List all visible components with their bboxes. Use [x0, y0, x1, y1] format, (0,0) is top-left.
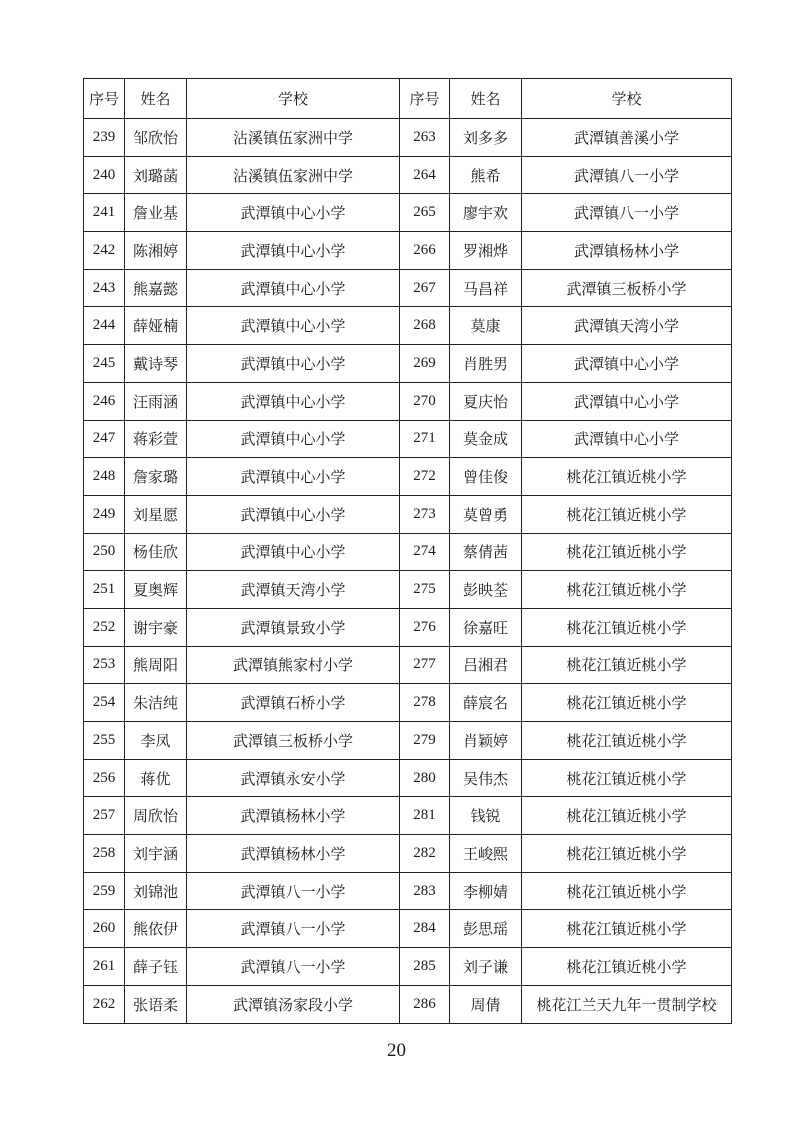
- cell-seq-left: 253: [84, 646, 125, 684]
- table-row: [84, 458, 732, 496]
- table-row: [84, 835, 732, 873]
- cell-school-right: 武潭镇中心小学: [522, 420, 732, 458]
- cell-seq-left: 243: [84, 269, 125, 307]
- cell-seq-right: 280: [400, 759, 450, 797]
- cell-seq-left: 251: [84, 571, 125, 609]
- cell-name-right: 夏庆怡: [450, 382, 522, 420]
- header-seq-left: 序号: [84, 79, 125, 119]
- table-row: [84, 872, 732, 910]
- cell-seq-left: 261: [84, 948, 125, 986]
- cell-seq-left: 250: [84, 533, 125, 571]
- cell-name-right: 徐嘉旺: [450, 608, 522, 646]
- cell-school-left: 武潭镇石桥小学: [187, 684, 400, 722]
- cell-name-left: 刘宇涵: [125, 835, 187, 873]
- cell-seq-right: 276: [400, 608, 450, 646]
- cell-name-left: 熊嘉懿: [125, 269, 187, 307]
- cell-school-right: 桃花江镇近桃小学: [522, 797, 732, 835]
- cell-name-left: 戴诗琴: [125, 345, 187, 383]
- cell-school-right: 桃花江镇近桃小学: [522, 458, 732, 496]
- cell-school-left: 武潭镇杨林小学: [187, 835, 400, 873]
- cell-name-right: 肖颖婷: [450, 722, 522, 760]
- cell-name-right: 莫康: [450, 307, 522, 345]
- cell-school-right: 桃花江镇近桃小学: [522, 646, 732, 684]
- cell-seq-right: 264: [400, 156, 450, 194]
- cell-name-left: 刘锦池: [125, 872, 187, 910]
- cell-name-right: 吕湘君: [450, 646, 522, 684]
- header-row: [84, 79, 732, 119]
- table-row: [84, 948, 732, 986]
- cell-seq-left: 247: [84, 420, 125, 458]
- cell-school-right: 桃花江镇近桃小学: [522, 684, 732, 722]
- cell-name-left: 詹家璐: [125, 458, 187, 496]
- cell-seq-left: 242: [84, 232, 125, 270]
- table-row: [84, 797, 732, 835]
- table-row: [84, 156, 732, 194]
- cell-name-right: 廖宇欢: [450, 194, 522, 232]
- cell-school-right: 武潭镇三板桥小学: [522, 269, 732, 307]
- cell-school-left: 武潭镇景致小学: [187, 608, 400, 646]
- cell-name-left: 薛娅楠: [125, 307, 187, 345]
- cell-name-left: 李凤: [125, 722, 187, 760]
- cell-name-left: 朱洁纯: [125, 684, 187, 722]
- cell-name-right: 钱锐: [450, 797, 522, 835]
- cell-school-right: 桃花江镇近桃小学: [522, 495, 732, 533]
- cell-school-right: 武潭镇善溪小学: [522, 119, 732, 157]
- cell-name-right: 周倩: [450, 985, 522, 1023]
- cell-school-left: 武潭镇中心小学: [187, 382, 400, 420]
- cell-school-left: 武潭镇永安小学: [187, 759, 400, 797]
- header-name-left: 姓名: [125, 79, 187, 119]
- table-row: [84, 722, 732, 760]
- table-row: [84, 232, 732, 270]
- cell-school-left: 沾溪镇伍家洲中学: [187, 119, 400, 157]
- cell-seq-left: 240: [84, 156, 125, 194]
- table-row: [84, 608, 732, 646]
- cell-school-left: 武潭镇中心小学: [187, 420, 400, 458]
- cell-school-right: 武潭镇八一小学: [522, 194, 732, 232]
- cell-seq-right: 274: [400, 533, 450, 571]
- header-school-right: 学校: [522, 79, 732, 119]
- table-row: [84, 533, 732, 571]
- cell-seq-right: 263: [400, 119, 450, 157]
- cell-school-left: 武潭镇中心小学: [187, 345, 400, 383]
- header-name-right: 姓名: [450, 79, 522, 119]
- cell-seq-right: 275: [400, 571, 450, 609]
- cell-seq-right: 277: [400, 646, 450, 684]
- table-row: [84, 345, 732, 383]
- cell-seq-right: 265: [400, 194, 450, 232]
- cell-name-left: 谢宇豪: [125, 608, 187, 646]
- cell-seq-left: 256: [84, 759, 125, 797]
- cell-name-right: 莫曾勇: [450, 495, 522, 533]
- cell-seq-right: 273: [400, 495, 450, 533]
- table-row: [84, 194, 732, 232]
- cell-name-right: 李柳婧: [450, 872, 522, 910]
- cell-seq-left: 260: [84, 910, 125, 948]
- cell-seq-left: 248: [84, 458, 125, 496]
- cell-seq-right: 272: [400, 458, 450, 496]
- table-row: [84, 495, 732, 533]
- cell-school-left: 武潭镇中心小学: [187, 194, 400, 232]
- cell-school-left: 武潭镇八一小学: [187, 872, 400, 910]
- cell-name-left: 邹欣怡: [125, 119, 187, 157]
- cell-school-right: 武潭镇天湾小学: [522, 307, 732, 345]
- cell-seq-left: 259: [84, 872, 125, 910]
- cell-name-left: 熊依伊: [125, 910, 187, 948]
- cell-school-right: 武潭镇中心小学: [522, 345, 732, 383]
- cell-seq-left: 258: [84, 835, 125, 873]
- cell-school-left: 武潭镇天湾小学: [187, 571, 400, 609]
- table-row: [84, 119, 732, 157]
- table-header: [84, 79, 732, 119]
- cell-name-right: 王峻熙: [450, 835, 522, 873]
- cell-school-left: 武潭镇中心小学: [187, 533, 400, 571]
- cell-school-left: 武潭镇中心小学: [187, 458, 400, 496]
- cell-seq-right: 268: [400, 307, 450, 345]
- cell-seq-right: 282: [400, 835, 450, 873]
- table-row: [84, 382, 732, 420]
- cell-name-left: 周欣怡: [125, 797, 187, 835]
- cell-name-left: 汪雨涵: [125, 382, 187, 420]
- cell-school-right: 桃花江镇近桃小学: [522, 910, 732, 948]
- cell-name-left: 刘璐菡: [125, 156, 187, 194]
- header-school-left: 学校: [187, 79, 400, 119]
- cell-seq-left: 249: [84, 495, 125, 533]
- cell-seq-left: 252: [84, 608, 125, 646]
- table-body: [84, 119, 732, 1024]
- cell-seq-right: 266: [400, 232, 450, 270]
- cell-seq-left: 246: [84, 382, 125, 420]
- cell-name-right: 马昌祥: [450, 269, 522, 307]
- cell-name-right: 刘多多: [450, 119, 522, 157]
- cell-seq-left: 241: [84, 194, 125, 232]
- table-row: [84, 307, 732, 345]
- cell-name-left: 熊周阳: [125, 646, 187, 684]
- header-seq-right: 序号: [400, 79, 450, 119]
- cell-seq-left: 255: [84, 722, 125, 760]
- cell-seq-left: 245: [84, 345, 125, 383]
- cell-name-right: 薛宸名: [450, 684, 522, 722]
- table-row: [84, 759, 732, 797]
- cell-name-right: 彭思瑶: [450, 910, 522, 948]
- cell-name-right: 莫金成: [450, 420, 522, 458]
- cell-school-left: 沾溪镇伍家洲中学: [187, 156, 400, 194]
- roster-table: [83, 78, 732, 1024]
- cell-school-right: 武潭镇八一小学: [522, 156, 732, 194]
- cell-seq-right: 271: [400, 420, 450, 458]
- cell-name-right: 熊希: [450, 156, 522, 194]
- cell-name-left: 张语柔: [125, 985, 187, 1023]
- cell-name-right: 刘子谦: [450, 948, 522, 986]
- cell-school-right: 桃花江镇近桃小学: [522, 722, 732, 760]
- cell-seq-right: 281: [400, 797, 450, 835]
- cell-seq-right: 284: [400, 910, 450, 948]
- cell-name-right: 罗湘烨: [450, 232, 522, 270]
- cell-name-left: 蒋彩萱: [125, 420, 187, 458]
- cell-seq-right: 269: [400, 345, 450, 383]
- cell-seq-right: 286: [400, 985, 450, 1023]
- cell-name-left: 詹业基: [125, 194, 187, 232]
- cell-seq-left: 244: [84, 307, 125, 345]
- cell-school-right: 桃花江兰天九年一贯制学校: [522, 985, 732, 1023]
- cell-name-left: 蒋优: [125, 759, 187, 797]
- cell-school-right: 桃花江镇近桃小学: [522, 608, 732, 646]
- cell-name-right: 肖胜男: [450, 345, 522, 383]
- cell-school-right: 桃花江镇近桃小学: [522, 835, 732, 873]
- cell-school-right: 武潭镇杨林小学: [522, 232, 732, 270]
- cell-name-right: 彭映荃: [450, 571, 522, 609]
- cell-school-left: 武潭镇八一小学: [187, 948, 400, 986]
- cell-seq-right: 270: [400, 382, 450, 420]
- cell-school-left: 武潭镇熊家村小学: [187, 646, 400, 684]
- cell-school-left: 武潭镇中心小学: [187, 232, 400, 270]
- table-row: [84, 571, 732, 609]
- table-row: [84, 269, 732, 307]
- cell-school-right: 桃花江镇近桃小学: [522, 759, 732, 797]
- cell-name-left: 杨佳欣: [125, 533, 187, 571]
- cell-name-left: 薛子钰: [125, 948, 187, 986]
- table-row: [84, 420, 732, 458]
- cell-seq-left: 254: [84, 684, 125, 722]
- cell-name-right: 曾佳俊: [450, 458, 522, 496]
- cell-seq-left: 257: [84, 797, 125, 835]
- table-row: [84, 646, 732, 684]
- cell-school-left: 武潭镇中心小学: [187, 495, 400, 533]
- cell-seq-left: 262: [84, 985, 125, 1023]
- cell-school-left: 武潭镇中心小学: [187, 307, 400, 345]
- cell-school-right: 武潭镇中心小学: [522, 382, 732, 420]
- cell-school-right: 桃花江镇近桃小学: [522, 872, 732, 910]
- cell-school-left: 武潭镇中心小学: [187, 269, 400, 307]
- roster-sheet: [83, 78, 731, 1024]
- cell-name-right: 蔡倩茜: [450, 533, 522, 571]
- table-row: [84, 910, 732, 948]
- table-row: [84, 985, 732, 1023]
- table-row: [84, 684, 732, 722]
- cell-school-left: 武潭镇八一小学: [187, 910, 400, 948]
- page-number: 20: [387, 1040, 406, 1061]
- cell-name-right: 吴伟杰: [450, 759, 522, 797]
- cell-school-left: 武潭镇汤家段小学: [187, 985, 400, 1023]
- cell-school-right: 桃花江镇近桃小学: [522, 571, 732, 609]
- cell-seq-right: 285: [400, 948, 450, 986]
- cell-school-right: 桃花江镇近桃小学: [522, 948, 732, 986]
- cell-seq-right: 279: [400, 722, 450, 760]
- cell-school-left: 武潭镇杨林小学: [187, 797, 400, 835]
- cell-name-left: 陈湘婷: [125, 232, 187, 270]
- cell-seq-right: 283: [400, 872, 450, 910]
- cell-name-left: 夏奥辉: [125, 571, 187, 609]
- cell-seq-right: 267: [400, 269, 450, 307]
- cell-name-left: 刘星愿: [125, 495, 187, 533]
- cell-seq-left: 239: [84, 119, 125, 157]
- cell-seq-right: 278: [400, 684, 450, 722]
- cell-school-left: 武潭镇三板桥小学: [187, 722, 400, 760]
- cell-school-right: 桃花江镇近桃小学: [522, 533, 732, 571]
